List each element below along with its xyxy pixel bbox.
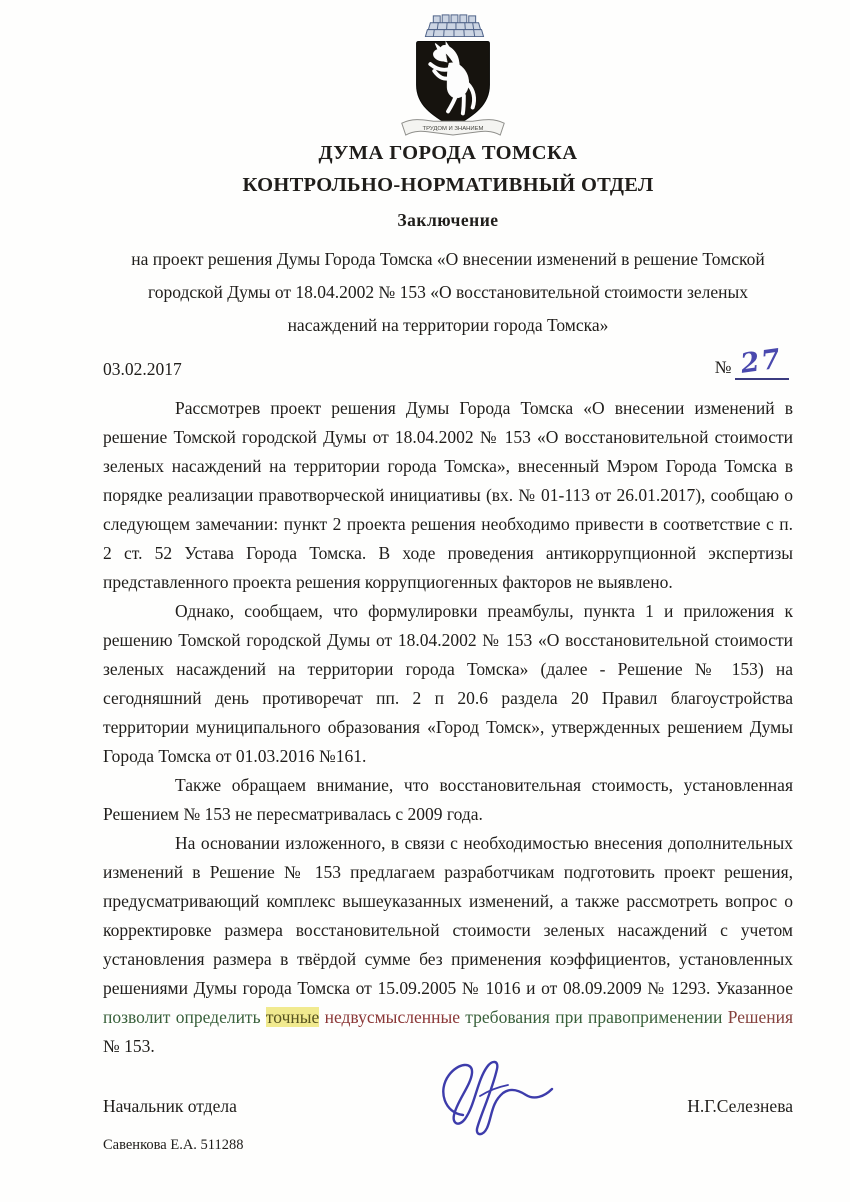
executor-contact: Савенкова Е.А. 511288 (103, 1137, 244, 1153)
scan-tint-green-text: позволит определить (103, 1007, 266, 1027)
number-sign-label: № (714, 357, 732, 377)
tomsk-coat-of-arms (0, 0, 850, 140)
paragraph-2: Однако, сообщаем, что формулировки преамбулы, пункта 1 и приложения к решению Томской городской Думы от 18.04.2002 № 153 «О восстановительной стоимости зеленых насаждений на территории города Томска» (далее - Решение № 153) на сегодняшний день противоречат пп. 2 п 20.6 раздела 20 Правил благоустройства территории муниципального образования «Город Томск», утвержденных решением Думы Города Томска от 01.03.2016 №161. (103, 601, 793, 766)
meta-row (103, 343, 793, 380)
signer-name: Н.Г.Селезнева (687, 1095, 793, 1116)
signer-position: Начальник отдела (103, 1095, 237, 1116)
crest-motto: ТРУДОМ И ЗНАНИЕМ (422, 126, 484, 133)
paragraph-4-tail: № 153. (103, 1036, 155, 1056)
paragraph-1: Рассмотрев проект решения Думы Города Томска «О внесении изменений в решение Томской городской Думы от 18.04.2002 № 153 «О восстановительной стоимости зеленых насаждений на территории города Томска», внесенный Мэром Города Томска в порядке реализации правотворческой инициативы (вх. № 01-113 от 26.01.2017), сообщаю о следующем замечании: пункт 2 проекта решения необходимо привести в соответствие с п. 2 ст. 52 Устава Города Томска. В ходе проведения антикоррупционной экспертизы представленного проекта решения коррупциогенных факторов не выявлено. (103, 398, 793, 592)
document-body (103, 394, 793, 1061)
paragraph-4-text: На основании изложенного, в связи с необходимостью внесения дополнительных изменений в Решение № 153 предлагаем разработчикам подготовить проект решения, предусматривающий комплекс вышеуказанных изменений, а также рассмотреть вопрос о корректировке размера восстановительной стоимости зеленых насаждений с учетом установления размера в твёрдой сумме без применения коэффициентов, установленных решениями Думы города Томска от 15.09.2005 № 1016 и от 08.09.2009 № 1293. Указанное (103, 833, 793, 998)
scan-tint-green-text-2: требования при правоприменении (459, 1007, 723, 1027)
mural-crown-icon (425, 15, 483, 37)
paragraph-3: Также обращаем внимание, что восстановительная стоимость, установленная Решением № 153 не пересматривалась с 2009 года. (103, 775, 793, 824)
document-date: 03.02.2017 (103, 359, 182, 379)
motto-ribbon (402, 120, 504, 135)
number-underline (735, 343, 789, 380)
document-subject: на проект решения Думы Города Томска «О внесении изменений в решение Томской городской Думы от 18.04.2002 № 153 «О восстановительной стоимости зеленых насаждений на территории города Томска» (131, 249, 765, 335)
scan-tint-red-text-2: Решения (722, 1007, 793, 1027)
organization-name: ДУМА ГОРОДА ТОМСКА (318, 142, 578, 164)
department-name: КОНТРОЛЬНО-НОРМАТИВНЫЙ ОТДЕЛ (242, 174, 654, 196)
scan-highlight-yellow-text: точные (265, 1007, 320, 1027)
handwritten-signature-icon (425, 1051, 575, 1143)
scan-tint-red-text: недвусмысленные (319, 1007, 460, 1027)
document-title: Заключение (397, 210, 499, 230)
coat-of-arms-icon (393, 8, 513, 138)
document-number (714, 343, 793, 380)
paragraph-4 (103, 829, 793, 1061)
handwritten-number: 27 (739, 343, 785, 380)
signature-block (103, 1077, 793, 1135)
